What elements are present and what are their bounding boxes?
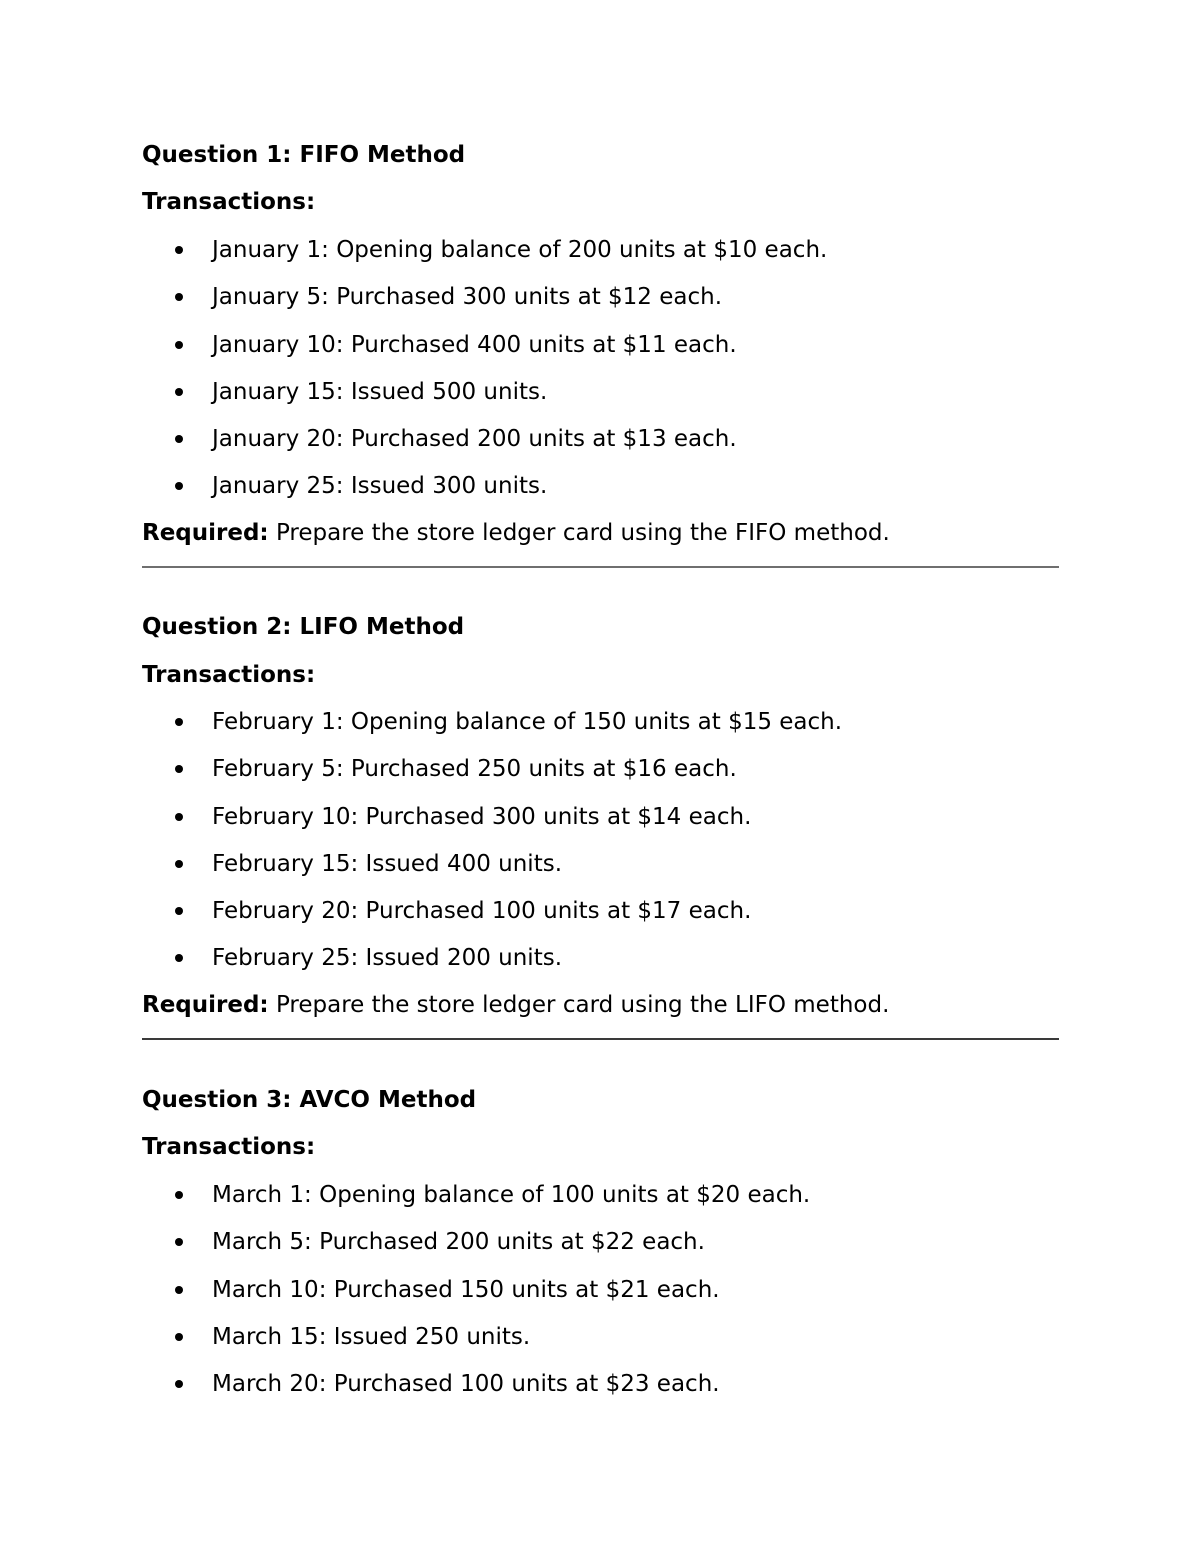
list-item (142, 1180, 1059, 1227)
question-3-transaction-list (142, 1180, 1059, 1416)
list-item (142, 330, 1059, 377)
bullet-icon (175, 813, 183, 821)
required-text: Prepare the store ledger card using the FIFO method. (268, 520, 890, 546)
bullet-icon (175, 293, 183, 301)
list-item (142, 471, 1059, 518)
transaction-text: January 10: Purchased 400 units at $11 each. (212, 331, 737, 358)
bullet-icon (175, 435, 183, 443)
transaction-text: February 1: Opening balance of 150 units at $15 each. (212, 709, 843, 735)
list-item (142, 1322, 1059, 1369)
bullet-icon (175, 341, 183, 349)
list-item (142, 282, 1059, 329)
bullet-icon (175, 1191, 183, 1199)
list-item (142, 849, 1059, 896)
bullet-icon (175, 954, 183, 962)
bullet-icon (175, 246, 183, 254)
list-item (142, 943, 1059, 990)
bullet-icon (175, 907, 183, 915)
bullet-icon (175, 388, 183, 396)
list-item (142, 707, 1059, 754)
bullet-icon (175, 1333, 183, 1341)
list-item (142, 802, 1059, 849)
required-label: Required: (142, 520, 269, 546)
transaction-text: January 5: Purchased 300 units at $12 each. (212, 284, 723, 311)
transaction-text: March 15: Issued 250 units. (212, 1323, 531, 1350)
list-item (142, 377, 1059, 424)
bullet-icon (175, 718, 183, 726)
question-1-required (142, 518, 890, 548)
bullet-icon (175, 1238, 183, 1246)
question-2-title: Question 2: LIFO Method (142, 614, 465, 640)
required-label: Required: (142, 992, 269, 1018)
transaction-text: January 25: Issued 300 units. (212, 473, 548, 500)
question-2-transaction-list (142, 707, 1059, 991)
transaction-text: February 25: Issued 200 units. (212, 945, 563, 972)
question-1-transactions-label: Transactions: (142, 189, 316, 215)
bullet-icon (175, 765, 183, 773)
transaction-text: March 20: Purchased 100 units at $23 each. (212, 1371, 720, 1398)
question-1-transaction-list (142, 235, 1059, 519)
bullet-icon (175, 1286, 183, 1294)
list-item (142, 754, 1059, 801)
question-3-transactions-label: Transactions: (142, 1134, 316, 1160)
question-1-title: Question 1: FIFO Method (142, 142, 466, 168)
list-item (142, 1227, 1059, 1274)
list-item (142, 1369, 1059, 1416)
list-item (142, 424, 1059, 471)
transaction-text: March 10: Purchased 150 units at $21 each. (212, 1276, 720, 1303)
question-3-title: Question 3: AVCO Method (142, 1087, 477, 1113)
question-2-transactions-label: Transactions: (142, 662, 316, 688)
list-item (142, 1275, 1059, 1322)
transaction-text: February 15: Issued 400 units. (212, 850, 563, 877)
transaction-text: February 10: Purchased 300 units at $14 each. (212, 803, 752, 830)
transaction-text: March 5: Purchased 200 units at $22 each. (212, 1229, 705, 1256)
transaction-text: March 1: Opening balance of 100 units at $20 each. (212, 1182, 811, 1208)
transaction-text: January 20: Purchased 200 units at $13 each. (212, 426, 737, 453)
bullet-icon (175, 1380, 183, 1388)
transaction-text: January 15: Issued 500 units. (212, 378, 548, 405)
required-text: Prepare the store ledger card using the LIFO method. (268, 992, 890, 1018)
list-item (142, 896, 1059, 943)
transaction-text: January 1: Opening balance of 200 units at $10 each. (212, 237, 828, 263)
section-divider (142, 1038, 1059, 1040)
transaction-text: February 20: Purchased 100 units at $17 each. (212, 898, 752, 925)
list-item (142, 235, 1059, 282)
bullet-icon (175, 482, 183, 490)
bullet-icon (175, 860, 183, 868)
question-2-required (142, 990, 889, 1020)
section-divider (142, 566, 1059, 568)
transaction-text: February 5: Purchased 250 units at $16 each. (212, 756, 737, 783)
